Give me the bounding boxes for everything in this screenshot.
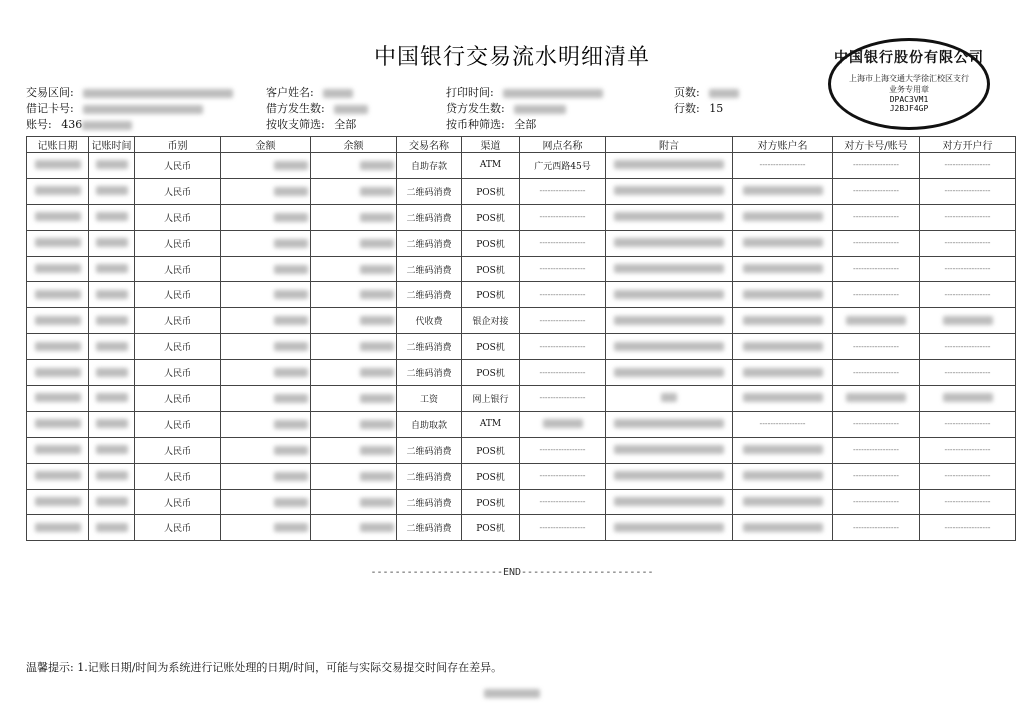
cell-memo bbox=[606, 463, 733, 489]
cell-post-date bbox=[27, 437, 89, 463]
cell-txn-name: 二维码消费 bbox=[397, 256, 462, 282]
card-label: 借记卡号: bbox=[26, 102, 74, 115]
cell-counterparty-account: ----------------- bbox=[833, 437, 920, 463]
rows-value: 15 bbox=[709, 102, 724, 115]
pages-label: 页数: bbox=[674, 86, 700, 99]
cell-currency: 人民币 bbox=[135, 230, 221, 256]
cell-channel: POS机 bbox=[462, 230, 520, 256]
col-header-branch: 网点名称 bbox=[520, 137, 606, 153]
inout-filter-value: 全部 bbox=[334, 118, 357, 131]
col-header-counterparty-name: 对方账户名 bbox=[733, 137, 833, 153]
cell-counterparty-name bbox=[733, 437, 833, 463]
table-row bbox=[27, 360, 1016, 386]
cell-branch: ----------------- bbox=[520, 463, 606, 489]
cell-branch: ----------------- bbox=[520, 178, 606, 204]
cell-counterparty-account: ----------------- bbox=[833, 489, 920, 515]
cell-counterparty-account: ----------------- bbox=[833, 204, 920, 230]
cell-branch: ----------------- bbox=[520, 437, 606, 463]
debit-label: 借方发生数: bbox=[266, 102, 325, 115]
customer-value-redacted bbox=[323, 86, 353, 99]
cell-memo bbox=[606, 489, 733, 515]
cell-amount bbox=[221, 515, 311, 541]
cell-currency: 人民币 bbox=[135, 437, 221, 463]
cell-post-date bbox=[27, 360, 89, 386]
cell-balance bbox=[311, 153, 397, 179]
cell-amount bbox=[221, 437, 311, 463]
table-row bbox=[27, 230, 1016, 256]
cell-counterparty-name bbox=[733, 230, 833, 256]
cell-balance bbox=[311, 282, 397, 308]
cell-balance bbox=[311, 489, 397, 515]
account-field bbox=[26, 116, 132, 132]
cell-counterparty-bank: ----------------- bbox=[920, 411, 1016, 437]
period-label: 交易区间: bbox=[26, 86, 74, 99]
table-row bbox=[27, 515, 1016, 541]
cell-branch bbox=[520, 411, 606, 437]
cell-counterparty-bank: ----------------- bbox=[920, 437, 1016, 463]
cell-counterparty-bank: ----------------- bbox=[920, 489, 1016, 515]
cell-amount bbox=[221, 178, 311, 204]
cell-post-time bbox=[89, 308, 135, 334]
cell-counterparty-name: ----------------- bbox=[733, 153, 833, 179]
cell-txn-name: 自助取款 bbox=[397, 411, 462, 437]
debit-value-redacted bbox=[334, 102, 368, 115]
cell-currency: 人民币 bbox=[135, 463, 221, 489]
cell-branch: ----------------- bbox=[520, 360, 606, 386]
cell-counterparty-account bbox=[833, 386, 920, 412]
cell-branch: ----------------- bbox=[520, 515, 606, 541]
cell-counterparty-name bbox=[733, 360, 833, 386]
footer-redacted bbox=[484, 683, 540, 702]
cell-channel: ATM bbox=[462, 153, 520, 179]
table-row bbox=[27, 308, 1016, 334]
credit-label: 贷方发生数: bbox=[446, 102, 505, 115]
cell-balance bbox=[311, 334, 397, 360]
cell-counterparty-account: ----------------- bbox=[833, 230, 920, 256]
card-value-redacted bbox=[83, 102, 203, 115]
cell-txn-name: 二维码消费 bbox=[397, 282, 462, 308]
cell-channel: POS机 bbox=[462, 489, 520, 515]
cell-txn-name: 二维码消费 bbox=[397, 489, 462, 515]
cell-post-time bbox=[89, 360, 135, 386]
cell-currency: 人民币 bbox=[135, 178, 221, 204]
col-header-counterparty-account: 对方卡号/账号 bbox=[833, 137, 920, 153]
cell-counterparty-bank: ----------------- bbox=[920, 153, 1016, 179]
debit-field bbox=[266, 100, 368, 116]
cell-counterparty-name bbox=[733, 308, 833, 334]
document-title: 中国银行交易流水明细清单 bbox=[373, 45, 650, 70]
cell-post-date bbox=[27, 386, 89, 412]
cell-counterparty-bank: ----------------- bbox=[920, 515, 1016, 541]
cell-channel: POS机 bbox=[462, 515, 520, 541]
cell-branch: ----------------- bbox=[520, 256, 606, 282]
cell-counterparty-name: ----------------- bbox=[733, 411, 833, 437]
cell-branch: ----------------- bbox=[520, 386, 606, 412]
cell-memo bbox=[606, 153, 733, 179]
col-header-txn-name: 交易名称 bbox=[397, 137, 462, 153]
cell-currency: 人民币 bbox=[135, 256, 221, 282]
cell-memo bbox=[606, 282, 733, 308]
rows-field bbox=[674, 100, 723, 116]
pages-field bbox=[674, 84, 739, 100]
cell-counterparty-name bbox=[733, 489, 833, 515]
col-header-balance: 余额 bbox=[311, 137, 397, 153]
card-field bbox=[26, 100, 203, 116]
cell-counterparty-account: ----------------- bbox=[833, 411, 920, 437]
cell-post-date bbox=[27, 178, 89, 204]
cell-post-time bbox=[89, 463, 135, 489]
cell-post-time bbox=[89, 411, 135, 437]
currency-filter-value: 全部 bbox=[514, 118, 537, 131]
cell-post-time bbox=[89, 256, 135, 282]
period-value-redacted bbox=[83, 86, 233, 99]
cell-post-date bbox=[27, 282, 89, 308]
cell-amount bbox=[221, 334, 311, 360]
cell-post-date bbox=[27, 411, 89, 437]
inout-filter-field bbox=[266, 116, 356, 132]
cell-counterparty-name bbox=[733, 282, 833, 308]
cell-currency: 人民币 bbox=[135, 282, 221, 308]
cell-counterparty-account: ----------------- bbox=[833, 178, 920, 204]
cell-currency: 人民币 bbox=[135, 204, 221, 230]
cell-balance bbox=[311, 230, 397, 256]
cell-post-date bbox=[27, 515, 89, 541]
credit-field bbox=[446, 100, 566, 116]
cell-post-date bbox=[27, 153, 89, 179]
cell-channel: POS机 bbox=[462, 282, 520, 308]
transaction-table bbox=[26, 136, 1016, 541]
cell-counterparty-bank: ----------------- bbox=[920, 282, 1016, 308]
cell-balance bbox=[311, 411, 397, 437]
cell-branch: ----------------- bbox=[520, 489, 606, 515]
end-marker: ----------------------END---------------------- bbox=[370, 567, 654, 578]
cell-post-date bbox=[27, 230, 89, 256]
cell-branch: ----------------- bbox=[520, 282, 606, 308]
bank-seal-stamp bbox=[828, 38, 990, 130]
cell-channel: POS机 bbox=[462, 178, 520, 204]
col-header-memo: 附言 bbox=[606, 137, 733, 153]
cell-counterparty-name bbox=[733, 256, 833, 282]
cell-currency: 人民币 bbox=[135, 411, 221, 437]
cell-post-time bbox=[89, 489, 135, 515]
cell-channel: 银企对接 bbox=[462, 308, 520, 334]
period-field bbox=[26, 84, 233, 100]
pages-value-redacted bbox=[709, 86, 739, 99]
cell-post-date bbox=[27, 463, 89, 489]
cell-amount bbox=[221, 153, 311, 179]
cell-txn-name: 二维码消费 bbox=[397, 360, 462, 386]
credit-value-redacted bbox=[514, 102, 566, 115]
cell-post-time bbox=[89, 282, 135, 308]
cell-post-time bbox=[89, 437, 135, 463]
cell-counterparty-bank: ----------------- bbox=[920, 463, 1016, 489]
cell-amount bbox=[221, 411, 311, 437]
cell-counterparty-account: ----------------- bbox=[833, 515, 920, 541]
table-row bbox=[27, 334, 1016, 360]
cell-txn-name: 自助存款 bbox=[397, 153, 462, 179]
cell-amount bbox=[221, 489, 311, 515]
currency-filter-label: 按币种筛选: bbox=[446, 118, 505, 131]
table-row bbox=[27, 153, 1016, 179]
rows-label: 行数: bbox=[674, 102, 700, 115]
cell-balance bbox=[311, 360, 397, 386]
cell-post-time bbox=[89, 204, 135, 230]
cell-counterparty-name bbox=[733, 178, 833, 204]
cell-currency: 人民币 bbox=[135, 386, 221, 412]
cell-memo bbox=[606, 360, 733, 386]
cell-counterparty-account: ----------------- bbox=[833, 256, 920, 282]
cell-txn-name: 代收费 bbox=[397, 308, 462, 334]
cell-currency: 人民币 bbox=[135, 360, 221, 386]
cell-txn-name: 二维码消费 bbox=[397, 204, 462, 230]
col-header-currency: 币别 bbox=[135, 137, 221, 153]
table-row bbox=[27, 178, 1016, 204]
cell-memo bbox=[606, 204, 733, 230]
cell-counterparty-bank: ----------------- bbox=[920, 334, 1016, 360]
cell-branch: ----------------- bbox=[520, 204, 606, 230]
table-row bbox=[27, 282, 1016, 308]
cell-balance bbox=[311, 515, 397, 541]
warm-tip: 温馨提示: 1.记账日期/时间为系统进行记账处理的日期/时间，可能与实际交易提交时间存在差异。 bbox=[26, 661, 503, 674]
cell-balance bbox=[311, 308, 397, 334]
cell-currency: 人民币 bbox=[135, 308, 221, 334]
cell-channel: 网上银行 bbox=[462, 386, 520, 412]
stamp-code-1: DPAC3VM1 bbox=[889, 95, 929, 104]
cell-post-time bbox=[89, 334, 135, 360]
cell-amount bbox=[221, 360, 311, 386]
stamp-bank-name: 中国银行股份有限公司 bbox=[834, 50, 984, 66]
cell-counterparty-name bbox=[733, 334, 833, 360]
cell-currency: 人民币 bbox=[135, 334, 221, 360]
cell-branch: 广元西路45号 bbox=[520, 153, 606, 179]
cell-channel: ATM bbox=[462, 411, 520, 437]
cell-memo bbox=[606, 334, 733, 360]
cell-amount bbox=[221, 463, 311, 489]
col-header-post-date: 记账日期 bbox=[27, 137, 89, 153]
col-header-channel: 渠道 bbox=[462, 137, 520, 153]
cell-memo bbox=[606, 515, 733, 541]
cell-channel: POS机 bbox=[462, 437, 520, 463]
cell-txn-name: 工资 bbox=[397, 386, 462, 412]
cell-counterparty-bank: ----------------- bbox=[920, 204, 1016, 230]
cell-amount bbox=[221, 230, 311, 256]
cell-counterparty-account: ----------------- bbox=[833, 360, 920, 386]
cell-txn-name: 二维码消费 bbox=[397, 515, 462, 541]
cell-amount bbox=[221, 204, 311, 230]
col-header-post-time: 记账时间 bbox=[89, 137, 135, 153]
cell-counterparty-name bbox=[733, 204, 833, 230]
stamp-purpose: 业务专用章 bbox=[889, 85, 929, 94]
cell-memo bbox=[606, 437, 733, 463]
table-row bbox=[27, 386, 1016, 412]
cell-channel: POS机 bbox=[462, 256, 520, 282]
cell-post-time bbox=[89, 230, 135, 256]
col-header-amount: 金额 bbox=[221, 137, 311, 153]
cell-txn-name: 二维码消费 bbox=[397, 178, 462, 204]
cell-memo bbox=[606, 308, 733, 334]
currency-filter-field bbox=[446, 116, 536, 132]
table-row bbox=[27, 489, 1016, 515]
cell-post-time bbox=[89, 386, 135, 412]
stamp-branch: 上海市上海交通大学徐汇校区支行 bbox=[849, 74, 969, 83]
cell-memo bbox=[606, 411, 733, 437]
cell-counterparty-bank bbox=[920, 386, 1016, 412]
cell-txn-name: 二维码消费 bbox=[397, 437, 462, 463]
cell-balance bbox=[311, 204, 397, 230]
cell-post-date bbox=[27, 204, 89, 230]
cell-channel: POS机 bbox=[462, 204, 520, 230]
cell-balance bbox=[311, 178, 397, 204]
cell-balance bbox=[311, 437, 397, 463]
cell-currency: 人民币 bbox=[135, 153, 221, 179]
cell-post-date bbox=[27, 334, 89, 360]
cell-branch: ----------------- bbox=[520, 308, 606, 334]
account-value-redacted bbox=[82, 121, 132, 130]
cell-counterparty-bank: ----------------- bbox=[920, 178, 1016, 204]
cell-branch: ----------------- bbox=[520, 334, 606, 360]
cell-counterparty-account: ----------------- bbox=[833, 334, 920, 360]
cell-amount bbox=[221, 256, 311, 282]
print-time-label: 打印时间: bbox=[446, 86, 494, 99]
cell-memo bbox=[606, 230, 733, 256]
cell-counterparty-name bbox=[733, 386, 833, 412]
cell-memo bbox=[606, 386, 733, 412]
table-row bbox=[27, 411, 1016, 437]
cell-balance bbox=[311, 256, 397, 282]
cell-txn-name: 二维码消费 bbox=[397, 230, 462, 256]
print-time-value-redacted bbox=[503, 86, 603, 99]
cell-channel: POS机 bbox=[462, 463, 520, 489]
cell-counterparty-bank: ----------------- bbox=[920, 256, 1016, 282]
print-time-field bbox=[446, 84, 603, 100]
cell-currency: 人民币 bbox=[135, 489, 221, 515]
cell-channel: POS机 bbox=[462, 334, 520, 360]
cell-branch: ----------------- bbox=[520, 230, 606, 256]
table-row bbox=[27, 256, 1016, 282]
cell-amount bbox=[221, 282, 311, 308]
table-row bbox=[27, 463, 1016, 489]
cell-counterparty-account: ----------------- bbox=[833, 463, 920, 489]
cell-counterparty-bank: ----------------- bbox=[920, 230, 1016, 256]
cell-txn-name: 二维码消费 bbox=[397, 463, 462, 489]
cell-counterparty-account: ----------------- bbox=[833, 153, 920, 179]
stamp-code-2: J2BJF4GP bbox=[889, 104, 929, 113]
cell-post-time bbox=[89, 153, 135, 179]
cell-memo bbox=[606, 178, 733, 204]
cell-counterparty-account: ----------------- bbox=[833, 282, 920, 308]
account-prefix: 436 bbox=[61, 118, 83, 131]
cell-counterparty-account bbox=[833, 308, 920, 334]
cell-amount bbox=[221, 308, 311, 334]
table-header-row bbox=[27, 137, 1016, 153]
cell-balance bbox=[311, 386, 397, 412]
cell-balance bbox=[311, 463, 397, 489]
cell-post-time bbox=[89, 515, 135, 541]
customer-field bbox=[266, 84, 353, 100]
account-label: 账号: bbox=[26, 118, 52, 131]
cell-post-date bbox=[27, 308, 89, 334]
cell-post-time bbox=[89, 178, 135, 204]
cell-counterparty-name bbox=[733, 515, 833, 541]
table-row bbox=[27, 204, 1016, 230]
cell-memo bbox=[606, 256, 733, 282]
cell-counterparty-bank bbox=[920, 308, 1016, 334]
cell-currency: 人民币 bbox=[135, 515, 221, 541]
cell-counterparty-bank: ----------------- bbox=[920, 360, 1016, 386]
cell-counterparty-name bbox=[733, 463, 833, 489]
cell-channel: POS机 bbox=[462, 360, 520, 386]
table-row bbox=[27, 437, 1016, 463]
cell-amount bbox=[221, 386, 311, 412]
cell-post-date bbox=[27, 489, 89, 515]
cell-txn-name: 二维码消费 bbox=[397, 334, 462, 360]
col-header-counterparty-bank: 对方开户行 bbox=[920, 137, 1016, 153]
cell-post-date bbox=[27, 256, 89, 282]
inout-filter-label: 按收支筛选: bbox=[266, 118, 325, 131]
customer-label: 客户姓名: bbox=[266, 86, 314, 99]
